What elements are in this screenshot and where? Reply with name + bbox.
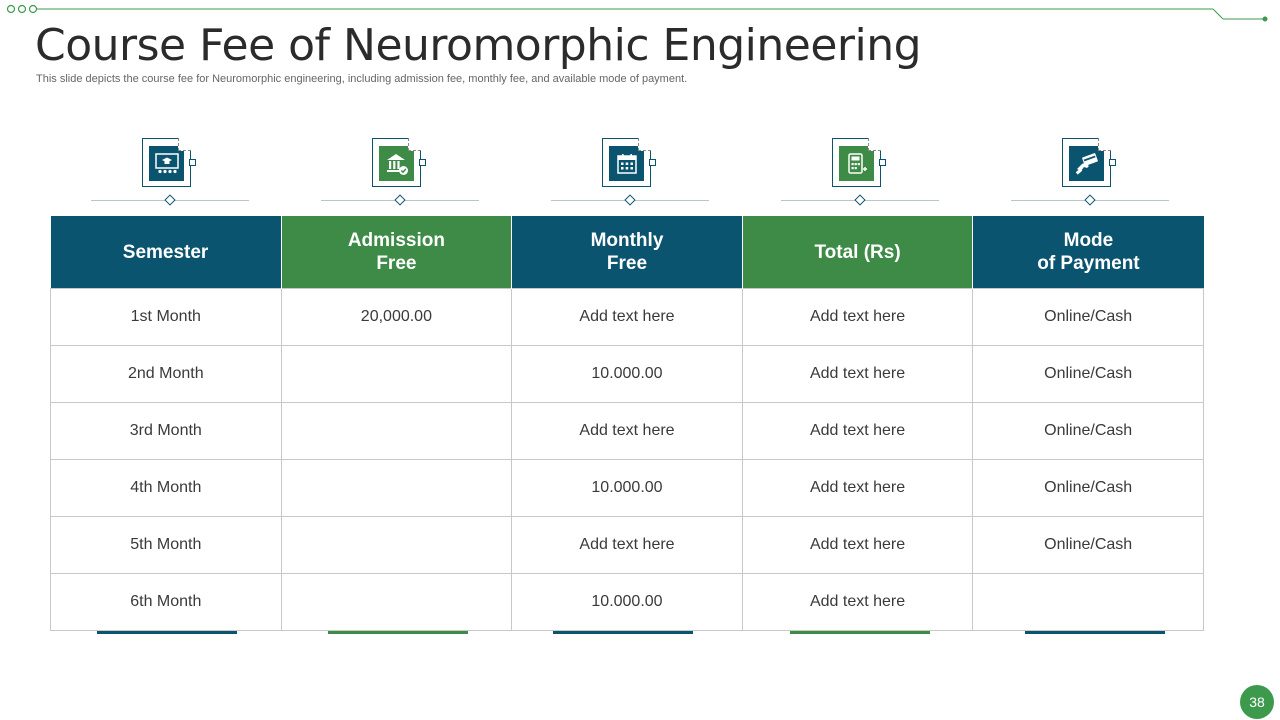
icon-frame	[602, 138, 651, 187]
table-cell: Online/Cash	[973, 517, 1204, 574]
table-cell: Online/Cash	[973, 460, 1204, 517]
icon-frame	[142, 138, 191, 187]
table-header-row	[51, 216, 1204, 289]
table-row	[51, 403, 1204, 460]
table-cell: 3rd Month	[51, 403, 282, 460]
table-cell: Add text here	[742, 403, 973, 460]
table-cell	[281, 517, 512, 574]
icon-column-monthly	[551, 138, 711, 208]
table-cell: 5th Month	[51, 517, 282, 574]
column-underline	[97, 631, 237, 634]
course-fee-table	[50, 216, 1204, 631]
classroom-icon	[149, 146, 184, 181]
table-cell	[973, 574, 1204, 631]
table-cell: 1st Month	[51, 289, 282, 346]
column-underline	[790, 631, 930, 634]
table-cell: Add text here	[512, 289, 743, 346]
table-cell: Add text here	[742, 460, 973, 517]
table-cell: Add text here	[742, 574, 973, 631]
header-total: Total (Rs)	[742, 216, 973, 289]
table-cell: Add text here	[742, 346, 973, 403]
table-cell: 2nd Month	[51, 346, 282, 403]
header-semester: Semester	[51, 216, 282, 289]
table-row	[51, 289, 1204, 346]
table-cell	[281, 403, 512, 460]
table-cell	[281, 460, 512, 517]
header-admission-free: Admission Free	[281, 216, 512, 289]
bank-icon	[379, 146, 414, 181]
table-cell: 4th Month	[51, 460, 282, 517]
table-cell: Online/Cash	[973, 403, 1204, 460]
calculator-icon	[839, 146, 874, 181]
table-cell: 6th Month	[51, 574, 282, 631]
table-row	[51, 517, 1204, 574]
table-cell	[281, 346, 512, 403]
table-cell: 10.000.00	[512, 346, 743, 403]
table-row	[51, 574, 1204, 631]
calendar-icon	[609, 146, 644, 181]
icon-frame	[832, 138, 881, 187]
table-cell: Add text here	[512, 403, 743, 460]
table-cell: 10.000.00	[512, 460, 743, 517]
table-cell	[281, 574, 512, 631]
page-subtitle: This slide depicts the course fee for Neuromorphic engineering, including admission fee, monthly fee, and available mode of payment.	[36, 73, 688, 85]
icon-column-payment	[1011, 138, 1171, 208]
column-underline	[553, 631, 693, 634]
header-mode-of-payment: Mode of Payment	[973, 216, 1204, 289]
table-cell: Add text here	[512, 517, 743, 574]
table-cell: Online/Cash	[973, 289, 1204, 346]
column-underline	[1025, 631, 1165, 634]
header-monthly-free: Monthly Free	[512, 216, 743, 289]
page-number-badge: 38	[1240, 685, 1274, 719]
icon-column-admission	[321, 138, 481, 208]
page-title: Course Fee of Neuromorphic Engineering	[35, 20, 922, 71]
table-cell: Add text here	[742, 517, 973, 574]
table-cell: 10.000.00	[512, 574, 743, 631]
column-underline	[328, 631, 468, 634]
table-cell: 20,000.00	[281, 289, 512, 346]
table-row	[51, 346, 1204, 403]
table-cell: Online/Cash	[973, 346, 1204, 403]
table-row	[51, 460, 1204, 517]
table-cell: Add text here	[742, 289, 973, 346]
icon-column-total	[781, 138, 941, 208]
icon-column-semester	[91, 138, 251, 208]
icon-frame	[1062, 138, 1111, 187]
icon-frame	[372, 138, 421, 187]
card-payment-icon	[1069, 146, 1104, 181]
